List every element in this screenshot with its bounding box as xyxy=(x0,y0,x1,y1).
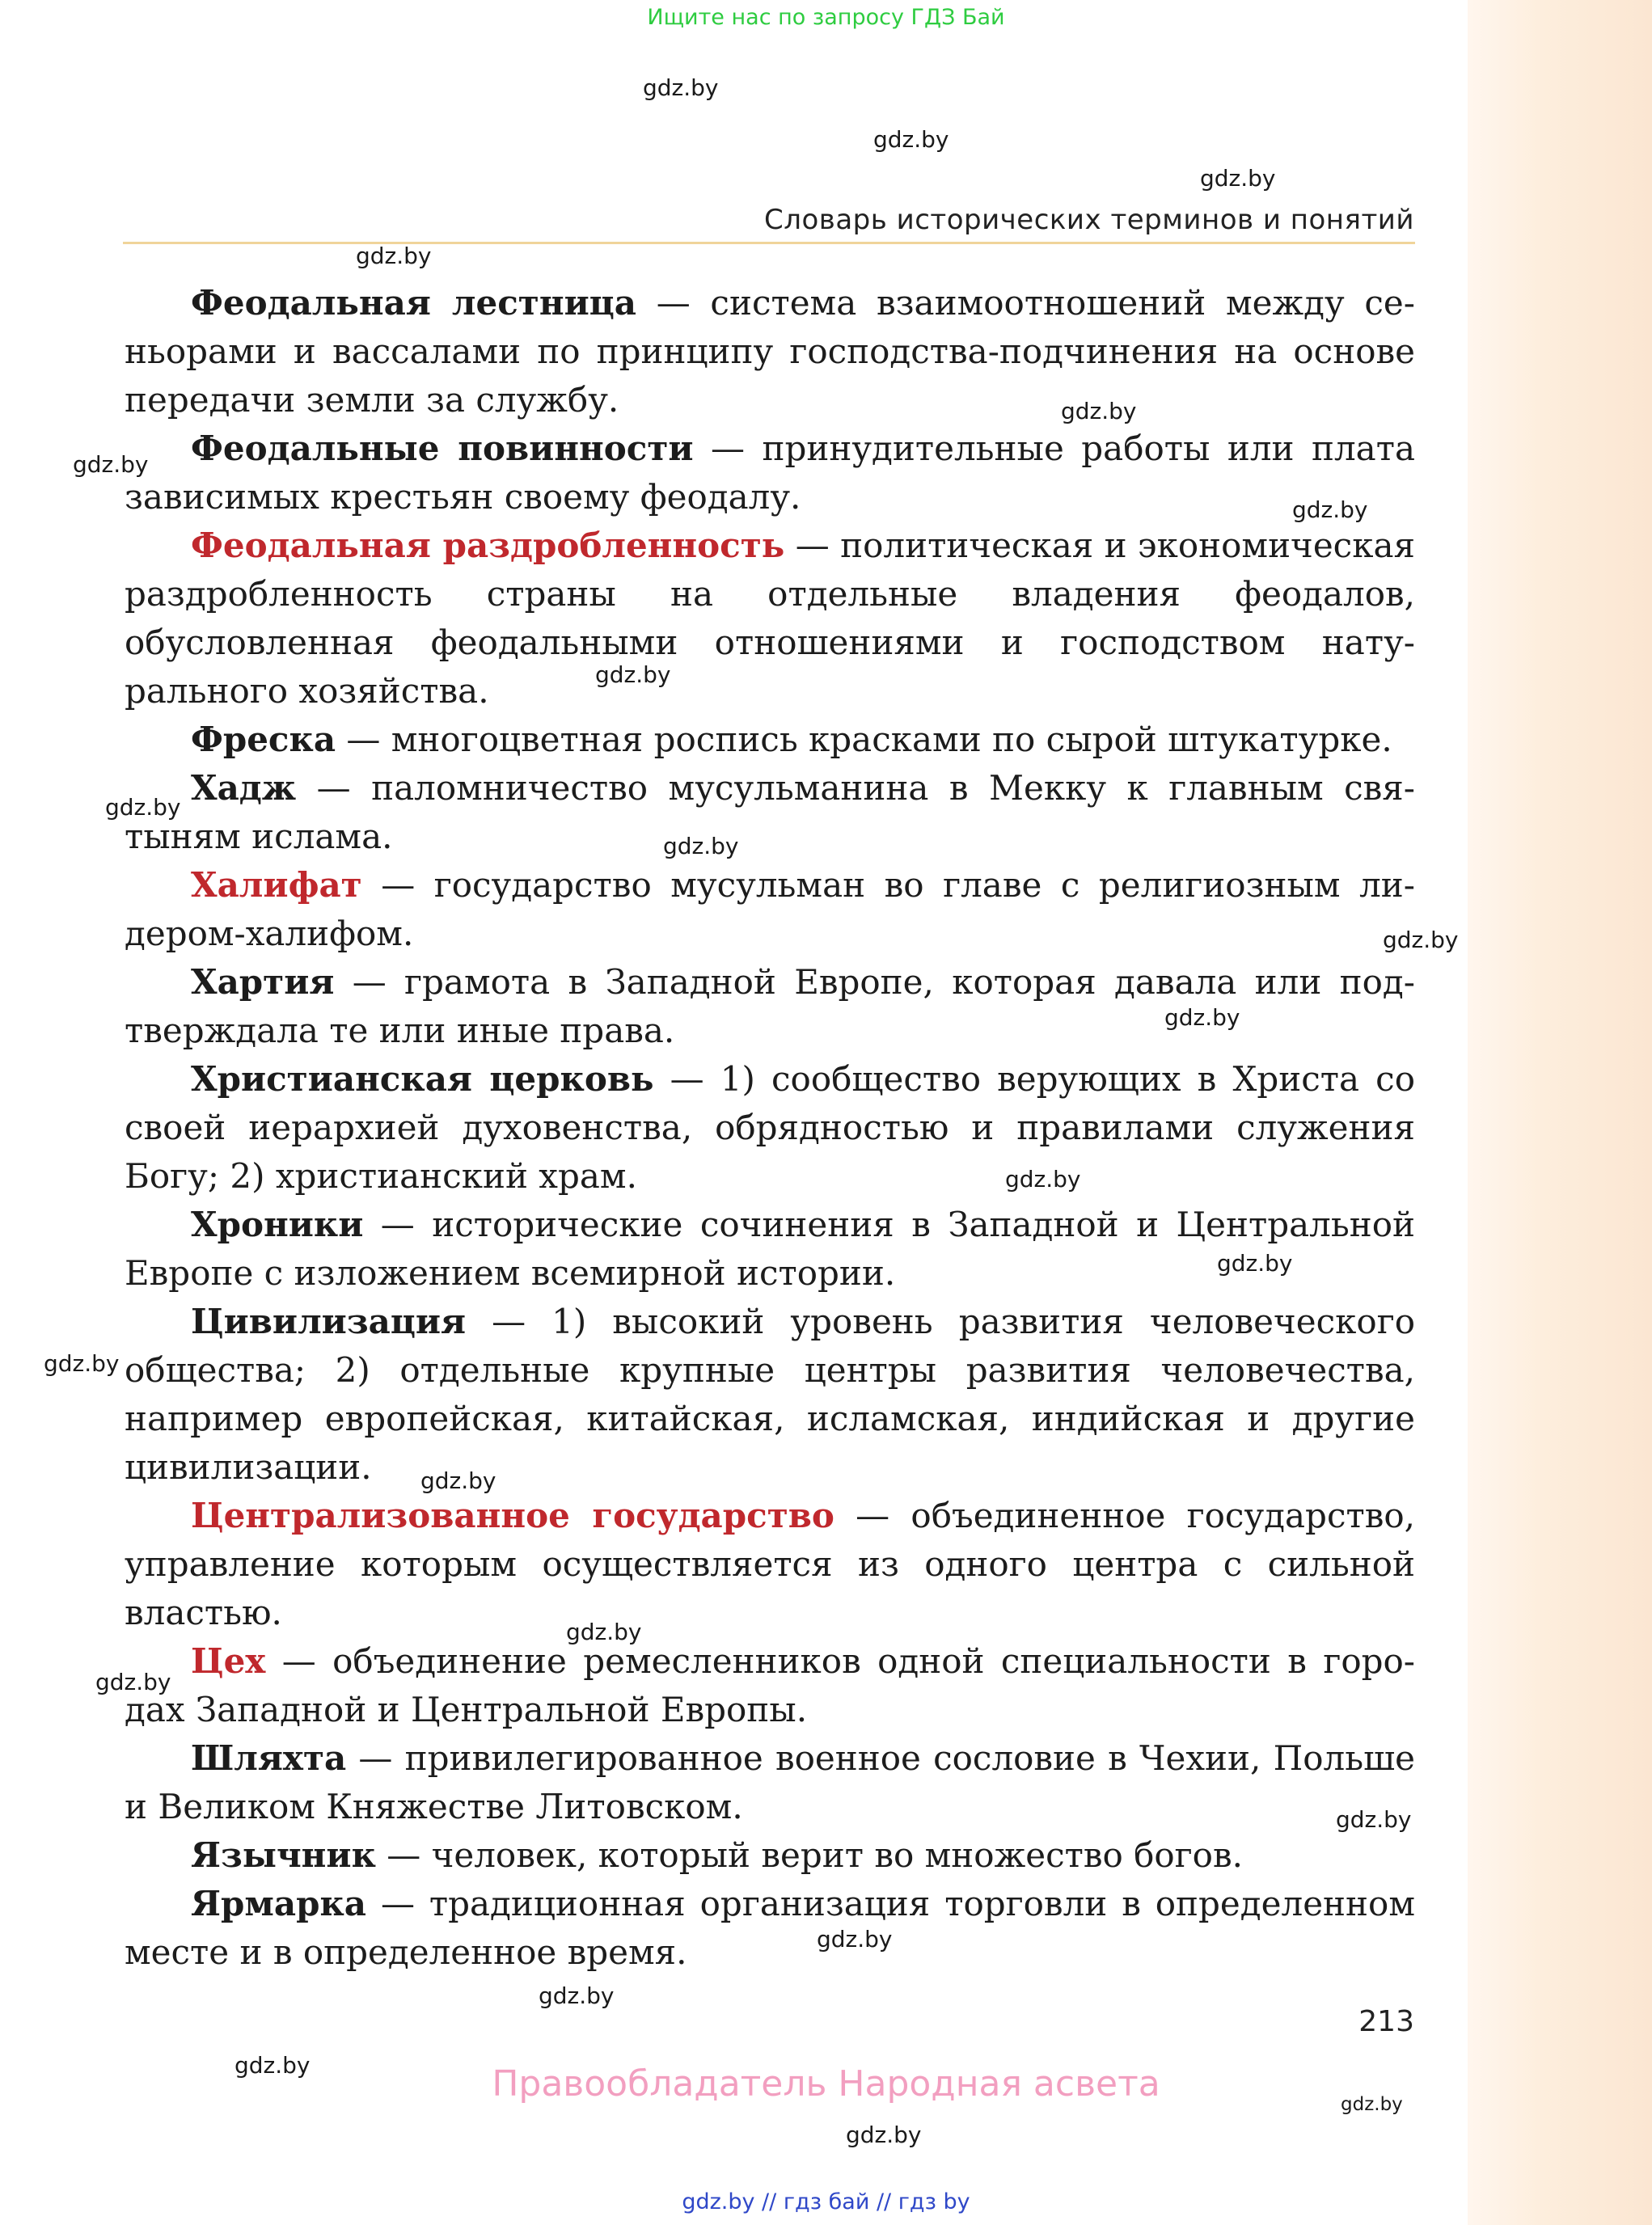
watermark: gdz.by xyxy=(420,1467,496,1494)
entry-term: Язычник xyxy=(191,1835,376,1875)
entry-term: Феодальная раздробленность xyxy=(191,526,785,565)
entry-definition: — принудительные работы или плата зависимых крестьян своему феодалу. xyxy=(125,429,1415,517)
watermark: gdz.by xyxy=(663,833,739,859)
glossary-entry xyxy=(125,1880,1415,1977)
entry-term: Централизованное государство xyxy=(191,1496,834,1535)
entry-definition: — традиционная организация торговли в определенном месте и в определенное время. xyxy=(125,1884,1415,1972)
entry-definition: — грамота в Западной Европе, которая давала или подтверждала те или иные права. xyxy=(125,962,1415,1050)
watermark: gdz.by xyxy=(1061,398,1137,424)
entry-term: Хроники xyxy=(191,1205,364,1244)
entry-term: Ярмарка xyxy=(191,1884,367,1923)
watermark: gdz.by xyxy=(566,1619,642,1645)
watermark: gdz.by xyxy=(595,661,671,688)
glossary-entry xyxy=(125,1055,1415,1201)
entry-term: Феодальные повинности xyxy=(191,429,694,468)
entry-term: Феодальная лестница xyxy=(191,283,636,323)
watermark: gdz.by xyxy=(643,74,719,101)
entry-definition: — объединение ремесленников одной специальности в городах Западной и Центральной Европы. xyxy=(125,1641,1415,1729)
glossary-entry xyxy=(125,521,1415,716)
glossary-entry xyxy=(125,764,1415,861)
copyright-notice: Правообладатель Народная асвета xyxy=(492,2063,1160,2105)
watermark: gdz.by xyxy=(1217,1250,1293,1277)
header-rule xyxy=(123,242,1415,244)
entry-term: Цех xyxy=(191,1641,266,1681)
glossary-body xyxy=(125,279,1415,1977)
watermark: gdz.by xyxy=(44,1350,120,1377)
running-head: Словарь исторических терминов и понятий xyxy=(764,204,1414,236)
watermark: gdz.by xyxy=(873,126,949,153)
entry-term: Фреска xyxy=(191,720,336,759)
page-number: 213 xyxy=(1358,2005,1414,2038)
watermark: gdz.by xyxy=(1200,165,1276,192)
watermark: gdz.by xyxy=(1383,927,1459,953)
watermark: gdz.by xyxy=(1164,1004,1240,1031)
glossary-entry xyxy=(125,1298,1415,1492)
glossary-entry xyxy=(125,1831,1415,1880)
entry-term: Христианская церковь xyxy=(191,1059,654,1099)
entry-term: Шляхта xyxy=(191,1738,347,1778)
watermark: gdz.by xyxy=(1005,1166,1081,1193)
watermark: gdz.by xyxy=(539,1982,615,2009)
entry-definition: — многоцветная роспись красками по сырой штукатурке. xyxy=(336,720,1392,759)
watermark: gdz.by xyxy=(846,2122,922,2148)
glossary-entry xyxy=(125,716,1415,764)
glossary-entry xyxy=(125,279,1415,424)
entry-term: Хартия xyxy=(191,962,335,1002)
entry-definition: — исторические сочинения в Западной и Центральной Европе с изложением всемирной истории. xyxy=(125,1205,1415,1293)
entry-definition: — объединенное государство, управление которым осуществляется из одного центра с сильной властью. xyxy=(125,1496,1415,1632)
entry-definition: — государство мусульман во главе с религиозным лидером-халифом. xyxy=(125,865,1415,953)
watermark: gdz.by xyxy=(73,451,149,478)
page-edge-strip xyxy=(1468,0,1652,2225)
entry-term: Цивилизация xyxy=(191,1302,467,1341)
watermark: gdz.by xyxy=(1341,2094,1403,2115)
watermark: gdz.by xyxy=(817,1926,893,1953)
watermark: gdz.by xyxy=(356,243,432,269)
watermark: gdz.by xyxy=(95,1669,171,1695)
entry-term: Халифат xyxy=(191,865,362,905)
entry-definition: — политическая и экономическая раздробленность страны на отдельные владения феодалов, обусловленная феодальными отношениями и господством натурального хозяйства. xyxy=(125,526,1415,711)
entry-definition: — человек, который верит во множество богов. xyxy=(375,1835,1243,1875)
entry-definition: — паломничество мусульманина в Мекку к главным святыням ислама. xyxy=(125,768,1415,856)
glossary-entry xyxy=(125,861,1415,958)
entry-definition: — привилегированное военное сословие в Чехии, Польше и Великом Княжестве Литовском. xyxy=(125,1738,1415,1826)
glossary-entry xyxy=(125,1492,1415,1637)
top-banner[interactable]: Ищите нас по запросу ГДЗ Бай xyxy=(647,5,1005,30)
watermark: gdz.by xyxy=(234,2052,311,2079)
glossary-entry xyxy=(125,1201,1415,1298)
watermark: gdz.by xyxy=(105,794,181,821)
glossary-entry xyxy=(125,424,1415,521)
entry-definition: — 1) высокий уровень развития человеческого общества; 2) отдельные крупные центры развития человечества, например европейская, китайская, исламская, индийская и другие цивилизации. xyxy=(125,1302,1415,1487)
footer-links[interactable]: gdz.by // гдз бай // гдз by xyxy=(682,2189,970,2214)
watermark: gdz.by xyxy=(1292,496,1368,523)
entry-term: Хадж xyxy=(191,768,297,808)
glossary-entry xyxy=(125,1734,1415,1831)
glossary-entry xyxy=(125,1637,1415,1734)
entry-definition: — 1) сообщество верующих в Христа со своей иерархией духовенства, обрядностью и правилами служения Богу; 2) христианский храм. xyxy=(125,1059,1415,1196)
entry-definition: — система взаимоотношений между сеньорами и вассалами по принципу господства-подчинения на основе передачи земли за службу. xyxy=(125,283,1415,420)
watermark: gdz.by xyxy=(1336,1806,1412,1833)
